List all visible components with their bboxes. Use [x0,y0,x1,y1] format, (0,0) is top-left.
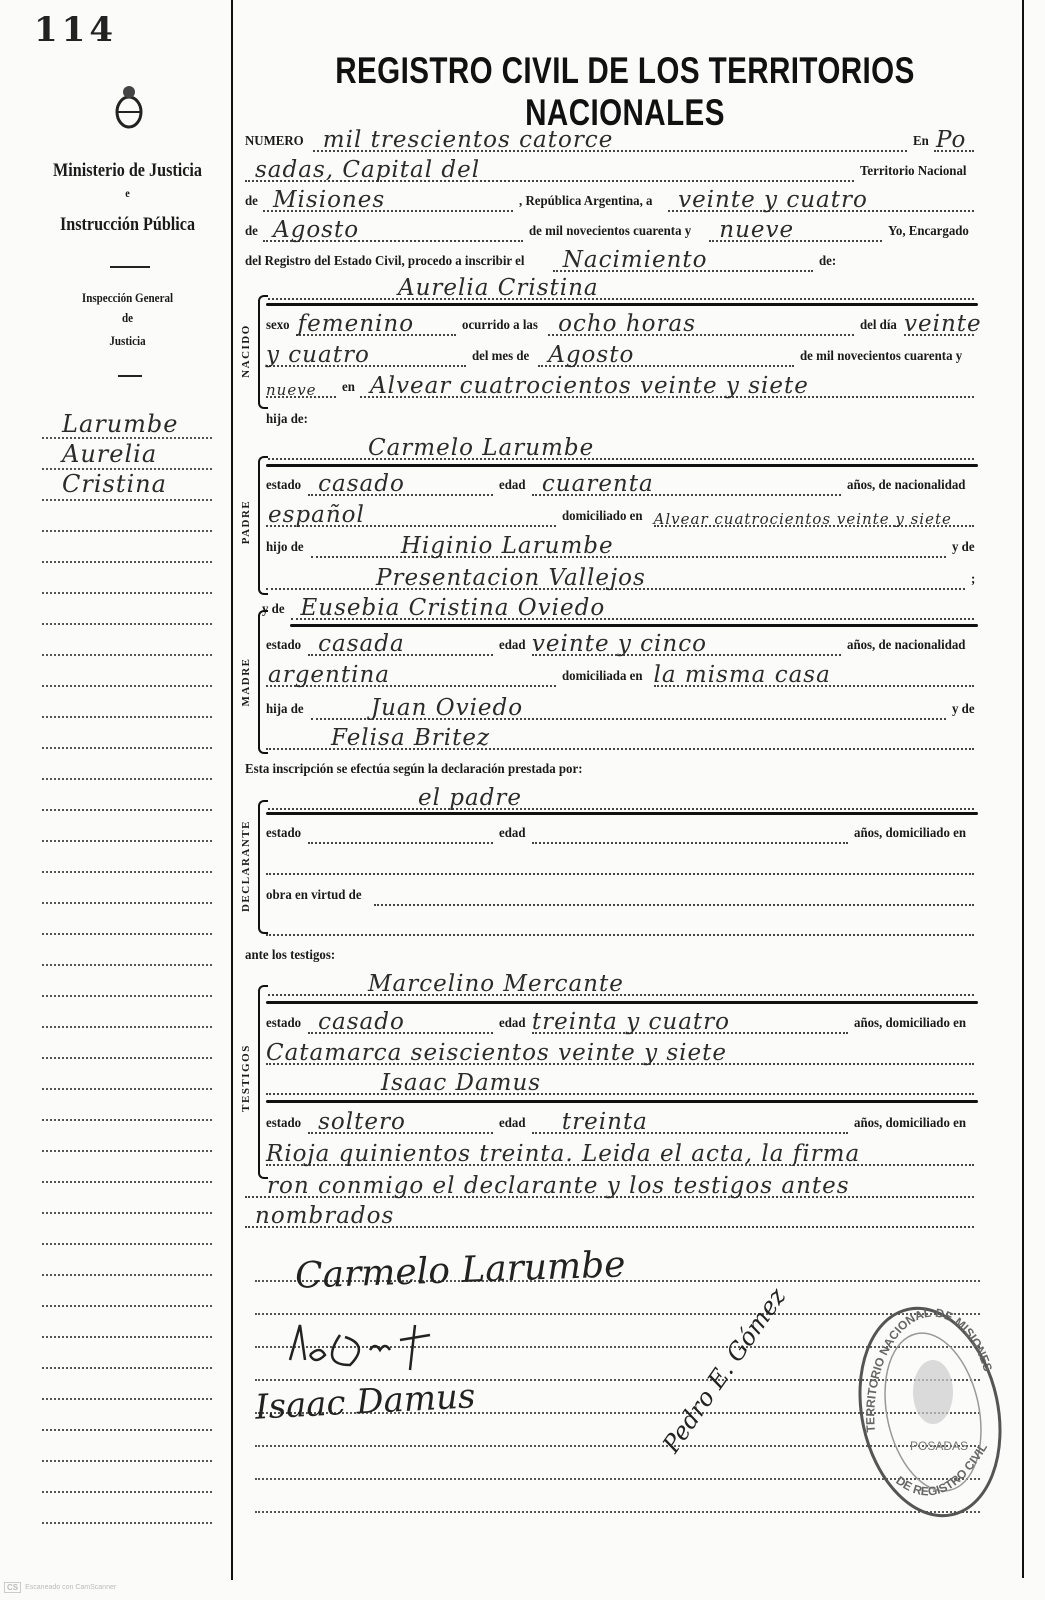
row-nombre [268,272,980,300]
field-en-1: Po [934,124,974,152]
label-ante-testigos: ante los testigos: [245,948,336,963]
field-testigo2-edad: treinta [532,1106,848,1134]
label-de: de [245,194,258,209]
field-padre-domicilio: Alvear cuatrocientos veinte y siete [654,499,974,527]
margin-ruled-line [42,530,212,532]
divider [118,375,142,377]
scanner-watermark [4,1582,116,1593]
ministry-line2: Instrucción Pública [59,214,196,235]
field-testigo1-nombre: Marcelino Mercante [268,968,974,996]
margin-ruled-line [42,654,212,656]
margin-ruled-line [42,809,212,811]
stamp-text-center: POSADAS [910,1439,969,1453]
margin-ruled-line [42,1243,212,1245]
section-padre: PADRE [240,499,252,545]
row-obra-virtud [266,878,980,906]
field-territorio: Misiones [263,184,513,212]
margin-ruled-line [42,437,212,439]
row-obra-virtud-2 [266,908,980,936]
margin-ruled-line [42,1088,212,1090]
row-madre-domicilio [266,659,980,687]
scanner-text: Escaneado con CamScanner [25,1584,117,1591]
row-declarante-estado [266,816,980,844]
field-lugar-nac: Alvear cuatrocientos veinte y siete [360,370,974,398]
field-obra-virtud-2[interactable] [266,908,974,936]
field-dia-nac-2: y cuatro [266,339,466,367]
section-madre: MADRE [240,657,252,707]
section-rule [266,812,978,815]
signature-witness-1-scribble [280,1315,440,1375]
official-stamp [855,1292,1005,1522]
label-y-de: y de [951,540,975,555]
label-domiciliado: domiciliado en [562,509,643,524]
field-mes: Agosto [263,214,523,242]
label-numero: NUMERO [245,134,304,149]
margin-ruled-line [42,933,212,935]
margin-ruled-line [42,871,212,873]
margin-ruled-line [42,1026,212,1028]
field-declarante-domicilio[interactable] [266,847,974,875]
margin-ruled-line [42,685,212,687]
field-madre-estado: casada [308,628,493,656]
inspection-line1: Inspección General [81,290,174,305]
divider [110,266,150,268]
section-rule [266,1001,978,1004]
margin-ruled-line [42,778,212,780]
label-estado: estado [266,1116,302,1131]
field-padre-madre: Presentacion Vallejos [266,562,965,590]
inspection-de: de [121,310,134,325]
margin-ruled-line [42,623,212,625]
field-cierre-1: ron conmigo el declarante y los testigos antes [245,1170,974,1198]
margin-ruled-line [42,1212,212,1214]
field-madre-padre: Juan Oviedo [311,692,946,720]
row-ante-testigos [245,938,980,966]
margin-ruled-line [42,1119,212,1121]
inspection-line2: Justicia [109,333,146,348]
field-dia: veinte y cuatro [668,184,974,212]
section-testigos: TESTIGOS [240,1044,252,1112]
section-nacido: NACIDO [240,324,252,378]
field-anio: nueve [709,214,882,242]
row-testigo1-estado [266,1006,980,1034]
margin-ruled-line [42,716,212,718]
margin-ruled-line [42,1150,212,1152]
field-testigo1-domicilio: Catamarca seiscientos veinte y siete [266,1037,974,1065]
margin-ruled-line [42,995,212,997]
row-testigo2-nombre [266,1067,980,1095]
label-obra-virtud: obra en virtud de [266,888,362,903]
field-testigo2-estado: soltero [308,1106,493,1134]
margin-surname: Larumbe [62,410,179,438]
margin-ruled-line [42,840,212,842]
margin-ruled-line [42,1429,212,1431]
field-declarante-estado[interactable] [308,816,493,844]
field-madre-nacionalidad: argentina [266,659,556,687]
label-en: En [912,134,929,149]
field-testigo2-nombre: Isaac Damus [266,1067,974,1095]
field-declarante-edad[interactable] [532,816,848,844]
section-declarante: DECLARANTE [240,820,252,913]
label-del-mes: del mes de [472,349,530,364]
label-edad: edad [499,478,526,493]
label-hijo-de: hijo de [266,540,304,555]
label-de: de [245,224,258,239]
margin-ruled-line [42,1460,212,1462]
folio-number: 114 [34,10,117,50]
margin-ruled-line [42,561,212,563]
label-estado: estado [266,638,302,653]
field-padre-estado: casado [308,468,493,496]
label-edad: edad [499,638,526,653]
label-semicolon: ; [971,572,976,587]
label-domiciliado: años, domiciliado en [854,1116,967,1131]
field-madre-domicilio: la misma casa [654,659,974,687]
field-nombre: Aurelia Cristina [268,272,974,300]
row-testigo1-domicilio [266,1037,980,1065]
margin-ruled-line [42,499,212,501]
label-en: en [342,380,355,395]
label-edad: edad [499,1016,526,1031]
label-anio-nac: de mil novecientos cuarenta y [799,349,962,364]
field-padre-nacionalidad: español [266,499,556,527]
label-hija-de: hija de [266,702,304,717]
margin-ruled-line [42,1522,212,1524]
field-padre-edad: cuarenta [532,468,841,496]
field-testigo2-domicilio: Rioja quinientos treinta. Leida el acta, la firma [266,1138,974,1166]
row-fecha [245,214,980,242]
margin-divider [231,0,233,1580]
section-rule [290,624,978,627]
field-en-2: sadas, Capital del [245,154,854,182]
label-y-de: y de [951,702,975,717]
label-domiciliado: años, domiciliado en [854,826,967,841]
row-madre-padres [266,692,980,720]
label-y-de: y de [262,602,285,617]
row-hija-de [266,402,980,430]
margin-given-name-2: Cristina [62,470,167,498]
row-lugar [266,370,980,398]
margin-ruled-line [42,1398,212,1400]
ministry-e: e [125,186,130,200]
field-testigo1-estado: casado [308,1006,493,1034]
field-numero: mil trescientos catorce [313,124,907,152]
section-rule [266,464,978,467]
label-territorio: Territorio Nacional [860,164,967,179]
row-testigo2-estado [266,1106,980,1134]
label-sexo: sexo [266,318,290,333]
section-rule [266,303,978,306]
margin-ruled-line [42,1336,212,1338]
field-anio-nac: nueve [266,370,336,398]
label-nacionalidad: años, de nacionalidad [847,638,966,653]
row-sexo [266,308,980,336]
label-republica: , República Argentina, a [519,194,653,209]
row-padre-domicilio [266,499,980,527]
margin-ruled-line [42,1305,212,1307]
margin-ruled-line [42,592,212,594]
field-testigo1-edad: treinta y cuatro [532,1006,848,1034]
row-localidad [245,154,980,182]
row-padre-madre [266,562,980,590]
field-obra-virtud[interactable] [374,878,974,906]
margin-ruled-line [42,747,212,749]
row-madre-nombre [262,592,980,620]
label-nacionalidad: años, de nacionalidad [847,478,966,493]
section-rule [266,1100,978,1103]
margin-ruled-line [42,1057,212,1059]
document-title: REGISTRO CIVIL DE LOS TERRITORIOS NACIONALES [335,50,915,133]
signature-declarante: Carmelo Larumbe [294,1244,627,1297]
row-declarante [268,782,980,810]
field-madre-madre: Felisa Britez [266,722,974,750]
label-estado: estado [266,1016,302,1031]
margin-ruled-line [42,964,212,966]
ministry-line1: Ministerio de Justicia [53,160,202,181]
camscanner-logo: CS [4,1582,21,1593]
label-registro: del Registro del Estado Civil, procedo a inscribir el [245,254,525,269]
row-madre-estado [266,628,980,656]
label-ocurrido: ocurrido a las [461,318,538,333]
label-domiciliada: domiciliada en [562,669,643,684]
label-estado: estado [266,826,302,841]
label-del-dia: del día [859,318,897,333]
margin-ruled-line [42,902,212,904]
field-dia-nac: veinte [904,308,974,336]
stamp-text-bottom: DE REGISTRO CIVIL [893,1440,991,1499]
row-testigo2-domicilio [266,1138,980,1166]
label-edad: edad [499,826,526,841]
field-declarante: el padre [268,782,974,810]
row-territorio [245,184,980,212]
label-hija-de: hija de: [266,412,308,427]
label-de-colon: de: [818,254,836,269]
field-madre-nombre: Eusebia Cristina Oviedo [291,592,975,620]
margin-given-name-1: Aurelia [62,440,158,468]
field-mes-nac: Agosto [538,339,794,367]
row-acto [245,244,980,272]
stamp-text-top: TERRITORIO NACIONAL DE MISIONES [863,1305,996,1433]
margin-ruled-line [42,468,212,470]
row-testigo1-nombre [268,968,980,996]
field-padre-padre: Higinio Larumbe [311,530,946,558]
row-declarante-domicilio [266,847,980,875]
margin-ruled-line [42,1274,212,1276]
row-cierre-1 [245,1170,980,1198]
field-padre-nombre: Carmelo Larumbe [268,432,974,460]
coat-of-arms-icon [113,84,145,130]
margin-ruled-line [42,1181,212,1183]
row-mes-nac [266,339,980,367]
label-encargado: Yo, Encargado [888,224,969,239]
row-declaracion [245,752,980,780]
field-hora: ocho horas [548,308,854,336]
row-numero [245,124,980,152]
field-cierre-2: nombrados [245,1200,974,1228]
right-border [1022,0,1024,1578]
label-estado: estado [266,478,302,493]
field-madre-edad: veinte y cinco [532,628,841,656]
row-cierre-2 [245,1200,980,1228]
label-domiciliado: años, domiciliado en [854,1016,967,1031]
label-anio: de mil novecientos cuarenta y [529,224,692,239]
field-sexo: femenino [296,308,456,336]
margin-ruled-line [42,1367,212,1369]
row-padre-nombre [268,432,980,460]
field-acto: Nacimiento [553,244,813,272]
row-padre-padres [266,530,980,558]
label-edad: edad [499,1116,526,1131]
row-padre-estado [266,468,980,496]
signature-witness-2: Isaac Damus [254,1376,477,1428]
row-madre-madre [266,722,980,750]
margin-ruled-line [42,1491,212,1493]
signature-registrar: Pedro E. Gómez [657,1282,792,1458]
label-declaracion: Esta inscripción se efectúa según la declaración prestada por: [245,762,583,777]
